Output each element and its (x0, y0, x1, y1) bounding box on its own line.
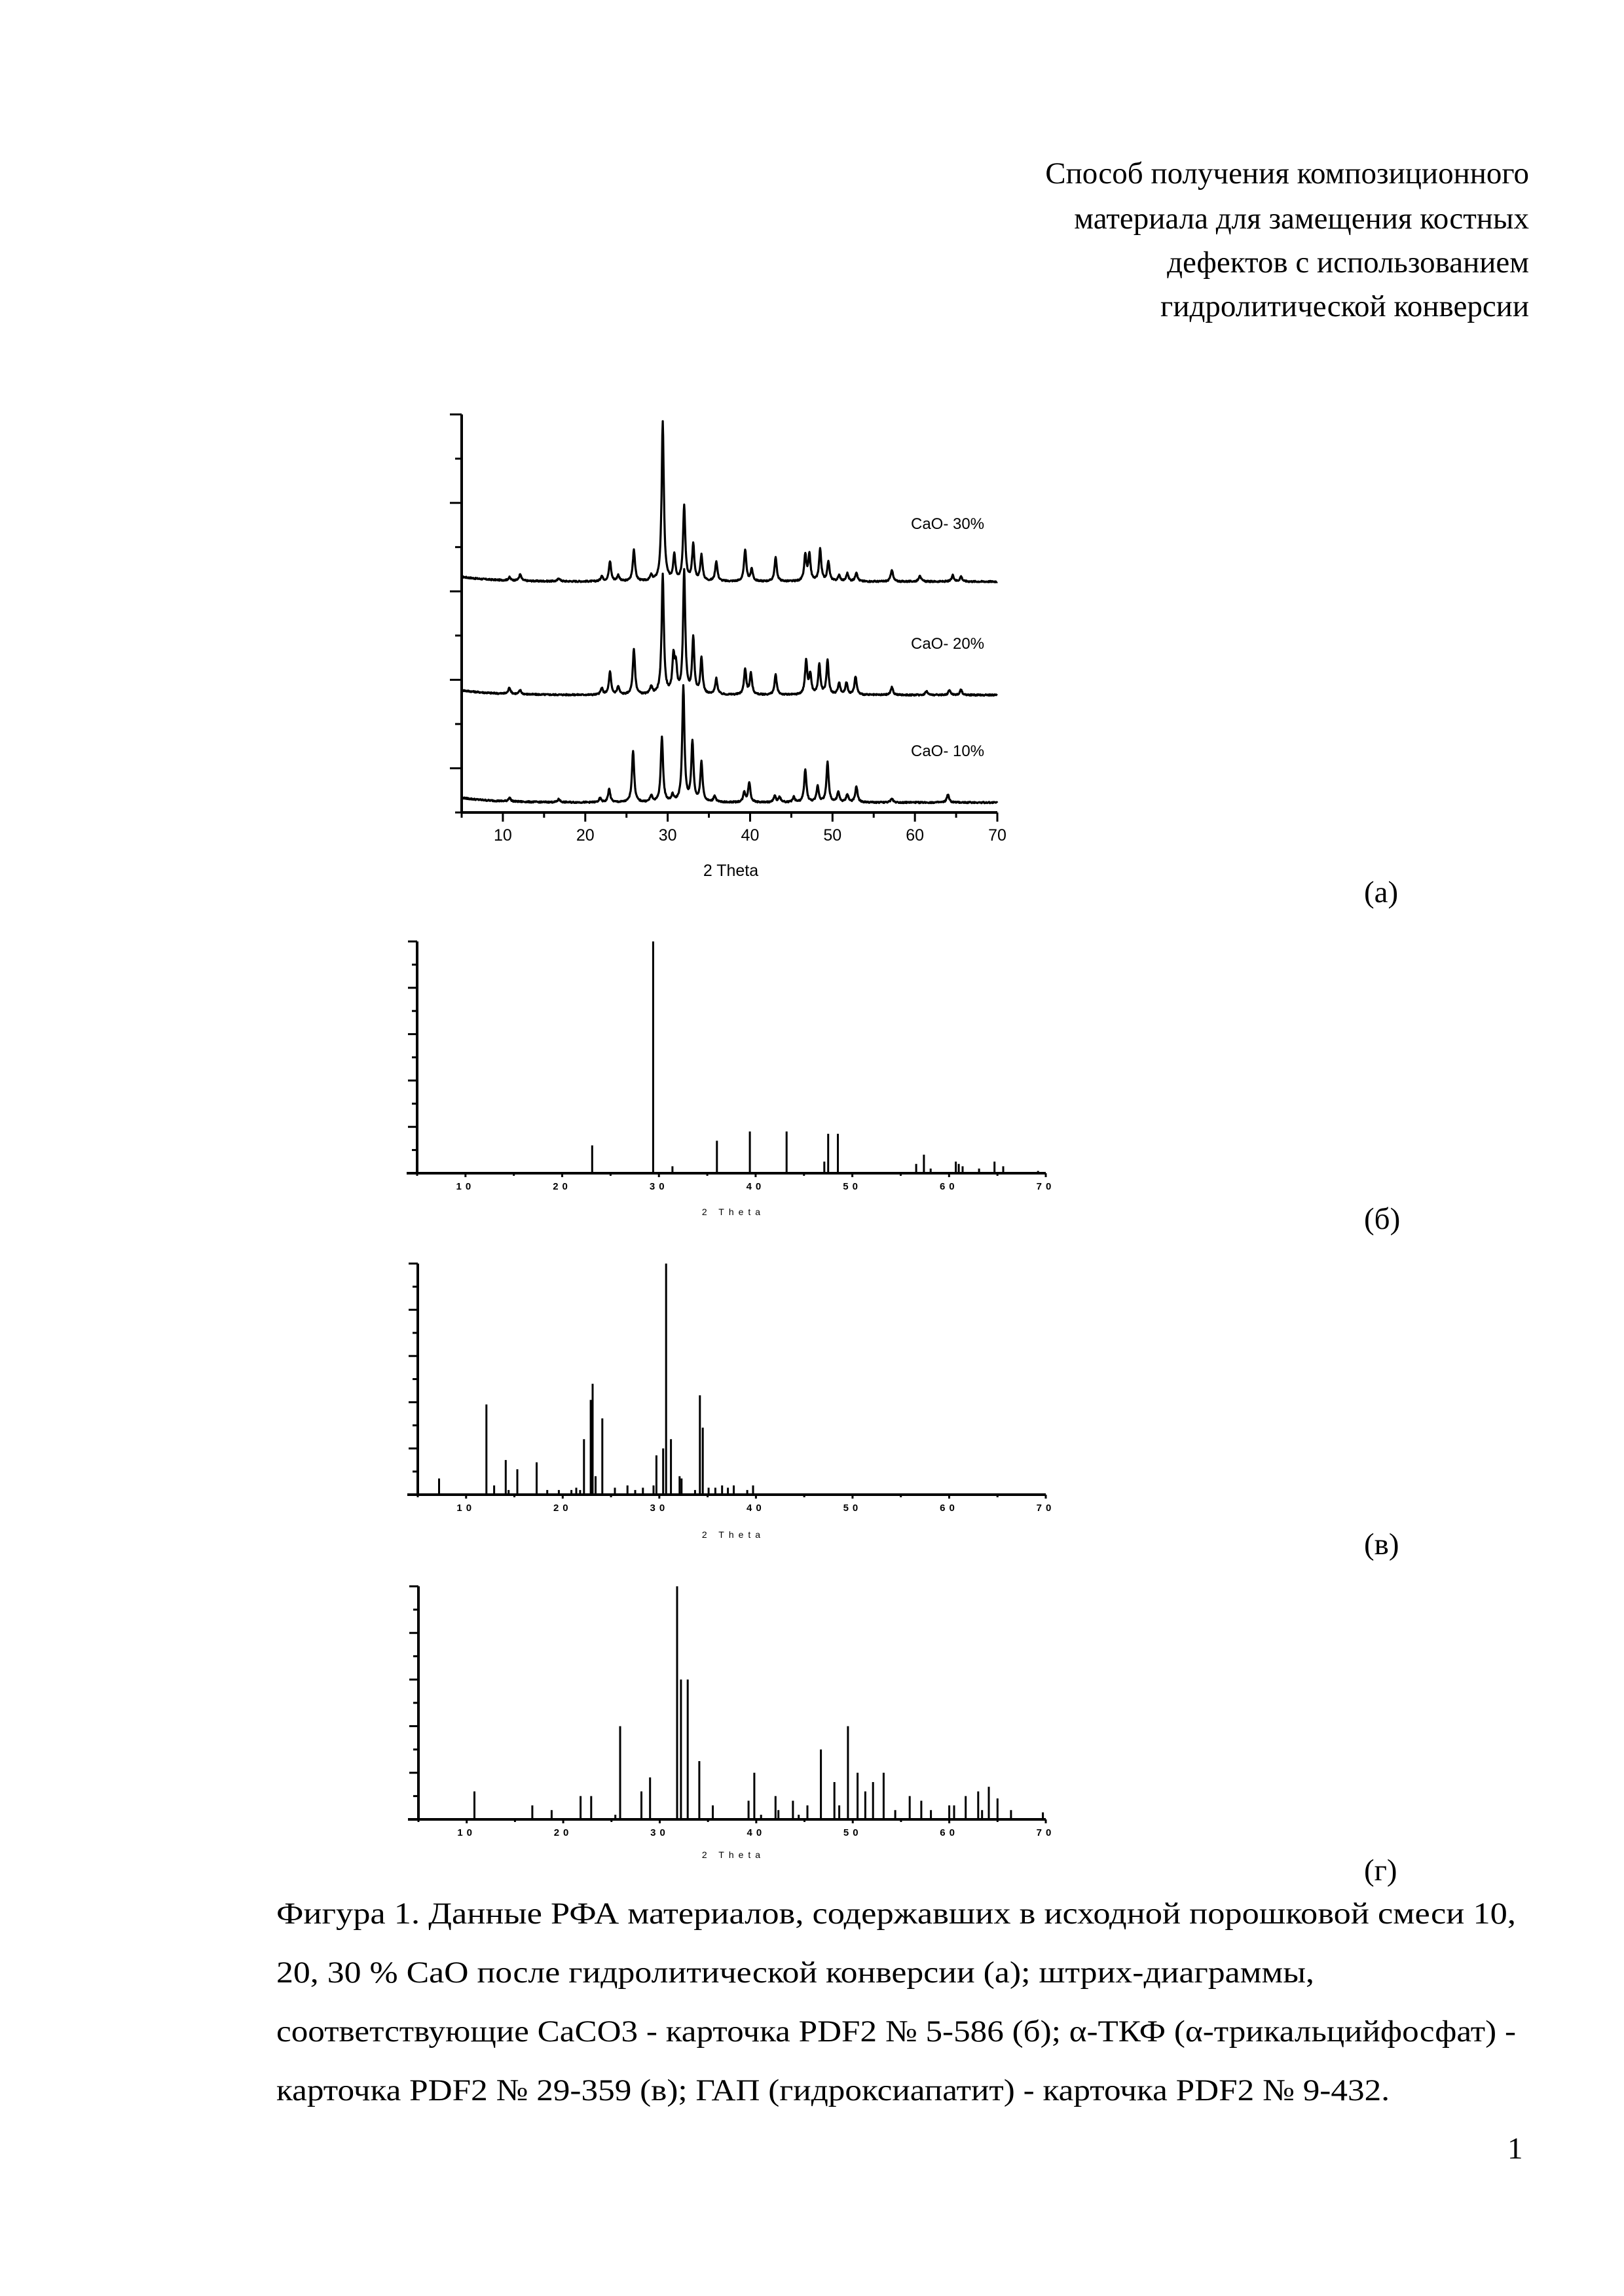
caption-line: соответствующие СаСО3 - карточка PDF2 № 5-586 (б); α-ТКФ (α-трикальцийфосфат) - (276, 2014, 1516, 2049)
panel-label-g: (г) (1364, 1853, 1397, 1887)
title-line: материала для замещения костных (1074, 202, 1529, 236)
x-tick-label: 40 (741, 826, 760, 845)
x-tick-label: 20 (553, 1503, 572, 1514)
x-tick-label: 20 (553, 1827, 573, 1838)
caption-line: 20, 30 % СаО после гидролитической конверсии (а); штрих-диаграммы, (276, 1956, 1314, 1990)
page-number: 1 (1507, 2132, 1523, 2166)
chart-v-x-axis-label: 2 Theta (701, 1529, 766, 1540)
x-tick-label: 70 (1036, 1181, 1056, 1192)
chart-g-x-axis-label: 2 Theta (701, 1850, 766, 1860)
x-tick-label: 50 (823, 826, 842, 845)
series-label-cao-10: CaO- 10% (911, 742, 985, 760)
title-line: дефектов с использованием (1167, 246, 1529, 280)
x-tick-label: 70 (1036, 1503, 1056, 1514)
series-label-cao-30: CaO- 30% (911, 515, 985, 533)
x-tick-label: 40 (747, 1503, 766, 1514)
panel-label-b: (б) (1364, 1202, 1401, 1236)
x-tick-label: 70 (1036, 1827, 1056, 1838)
panel-label-v: (в) (1364, 1527, 1399, 1561)
x-tick-label: 30 (650, 1827, 669, 1838)
x-tick-label: 10 (457, 1827, 477, 1838)
panel-label-a: (а) (1364, 875, 1399, 909)
x-tick-label: 60 (939, 1181, 959, 1192)
x-tick-label: 20 (553, 1181, 572, 1192)
x-tick-label: 10 (456, 1503, 476, 1514)
x-tick-label: 10 (494, 826, 512, 845)
x-tick-label: 40 (747, 1827, 766, 1838)
x-tick-label: 10 (456, 1181, 475, 1192)
x-tick-label: 70 (988, 826, 1006, 845)
x-tick-label: 30 (658, 826, 677, 845)
x-tick-label: 30 (650, 1503, 669, 1514)
x-tick-label: 40 (746, 1181, 766, 1192)
title-line: Способ получения композиционного (1045, 156, 1529, 191)
x-tick-label: 50 (843, 1181, 862, 1192)
caption-line: карточка PDF2 № 29-359 (в); ГАП (гидроксиапатит) - карточка PDF2 № 9-432. (276, 2073, 1390, 2107)
x-tick-label: 50 (843, 1827, 862, 1838)
x-tick-label: 20 (576, 826, 595, 845)
x-tick-label: 60 (940, 1503, 959, 1514)
caption-line: Фигура 1. Данные РФА материалов, содержавших в исходной порошковой смеси 10, (276, 1897, 1516, 1931)
x-tick-label: 50 (843, 1503, 862, 1514)
chart-a-x-axis-label: 2 Theta (703, 862, 759, 880)
series-label-cao-20: CaO- 20% (911, 635, 985, 653)
chart-b-x-axis-label: 2 Theta (701, 1207, 766, 1217)
x-tick-label: 60 (906, 826, 925, 845)
x-tick-label: 60 (940, 1827, 959, 1838)
title-line: гидролитической конверсии (1160, 289, 1529, 323)
x-tick-label: 30 (649, 1181, 669, 1192)
